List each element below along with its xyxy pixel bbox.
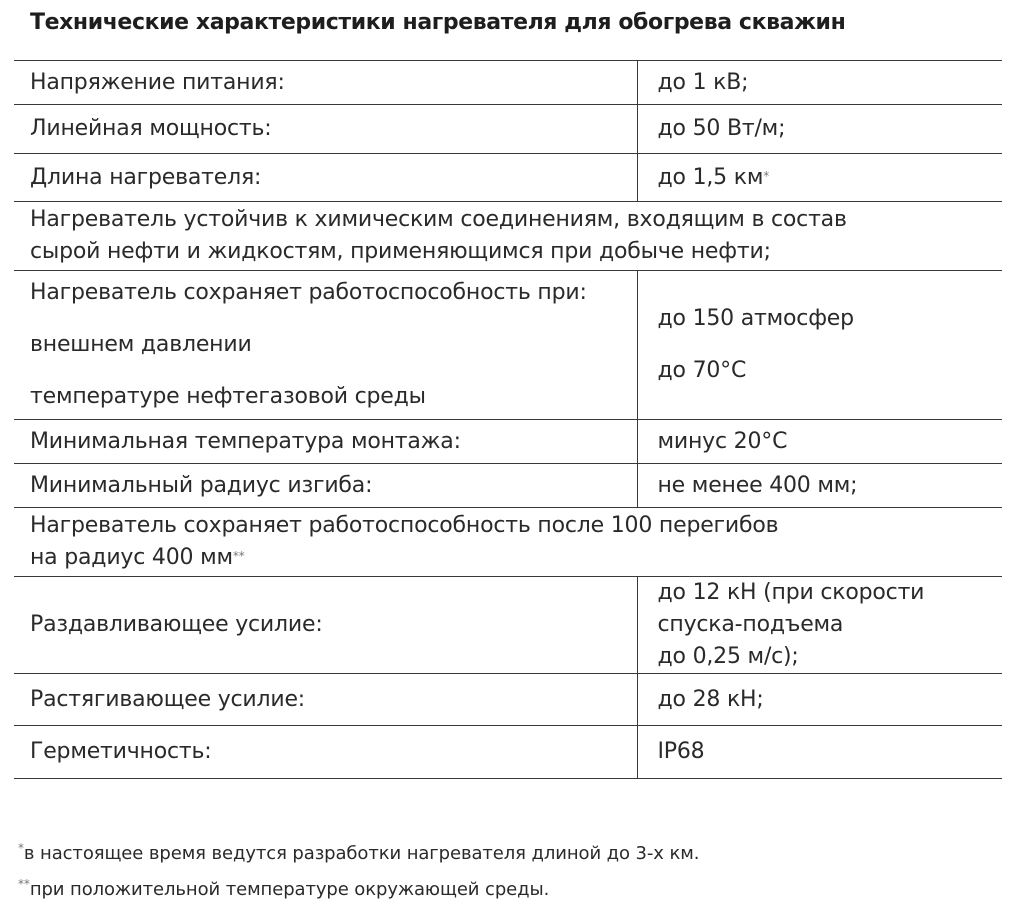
spec-label: Раздавливающее усилие: — [14, 577, 637, 674]
spec-value-group — [637, 271, 1002, 420]
spec-fullwidth-text: Нагреватель устойчив к химическим соединениям, входящим в состав сырой нефти и жидкостям, применяющимся при добыче нефти; — [14, 202, 1002, 271]
table-row — [14, 154, 1002, 202]
spec-sublabel-temperature: температуре нефтегазовой среды — [30, 384, 426, 409]
table-row — [14, 271, 1002, 420]
spec-label: Минимальная температура монтажа: — [14, 420, 637, 464]
page-title: Технические характеристики нагревателя для обогрева скважин — [30, 10, 846, 35]
footnote-marker: ** — [18, 877, 30, 891]
footnote-text: при положительной температуре окружающей среды. — [29, 879, 550, 900]
footnote-marker: * — [763, 168, 770, 183]
spec-value: минус 20°С — [637, 420, 1002, 464]
spec-label: Нагреватель сохраняет работоспособность при: — [30, 280, 587, 305]
spec-text-fragment: на радиус 400 мм — [30, 545, 233, 570]
spec-label: Растягивающее усилие: — [14, 674, 637, 726]
spec-fullwidth-text — [14, 508, 1002, 577]
footnote-marker: ** — [232, 549, 245, 563]
spec-value: не менее 400 мм; — [637, 464, 1002, 508]
spec-value: IP68 — [637, 726, 1002, 779]
table-row — [14, 577, 1002, 674]
spec-subvalue-temperature: до 70°С — [657, 358, 747, 383]
spec-value-line: спуска-подъема — [657, 612, 844, 637]
table-row — [14, 726, 1002, 779]
spec-value: до 50 Вт/м; — [637, 105, 1002, 154]
spec-value-line: до 0,25 м/с); — [657, 644, 799, 669]
spec-text-line — [30, 542, 1002, 574]
spec-label-group — [14, 271, 637, 420]
footnote — [18, 843, 699, 864]
spec-sublabel-pressure: внешнем давлении — [30, 332, 252, 357]
spec-value-text: до 1,5 км — [657, 164, 764, 190]
footnote-marker: * — [18, 841, 24, 855]
spec-value-line: до 12 кН (при скорости — [657, 580, 925, 605]
spec-label: Минимальный радиус изгиба: — [14, 464, 637, 508]
spec-label: Длина нагревателя: — [14, 154, 637, 202]
spec-text-line: Нагреватель сохраняет работоспособность после 100 перегибов — [30, 513, 779, 538]
table-row — [14, 420, 1002, 464]
spec-value-group — [637, 577, 1002, 674]
spec-label: Герметичность: — [14, 726, 637, 779]
spec-label: Линейная мощность: — [14, 105, 637, 154]
footnote — [18, 879, 549, 900]
table-row — [14, 61, 1002, 105]
spec-subvalue-pressure: до 150 атмосфер — [657, 306, 854, 331]
spec-value: до 28 кН; — [637, 674, 1002, 726]
spec-table — [14, 60, 1002, 779]
table-row — [14, 508, 1002, 577]
table-row — [14, 105, 1002, 154]
spec-value — [637, 154, 1002, 202]
footnote-text: в настоящее время ведутся разработки нагревателя длиной до 3-х км. — [23, 843, 700, 864]
table-row — [14, 674, 1002, 726]
spec-label: Напряжение питания: — [14, 61, 637, 105]
table-row — [14, 464, 1002, 508]
table-row — [14, 202, 1002, 271]
spec-value: до 1 кВ; — [637, 61, 1002, 105]
